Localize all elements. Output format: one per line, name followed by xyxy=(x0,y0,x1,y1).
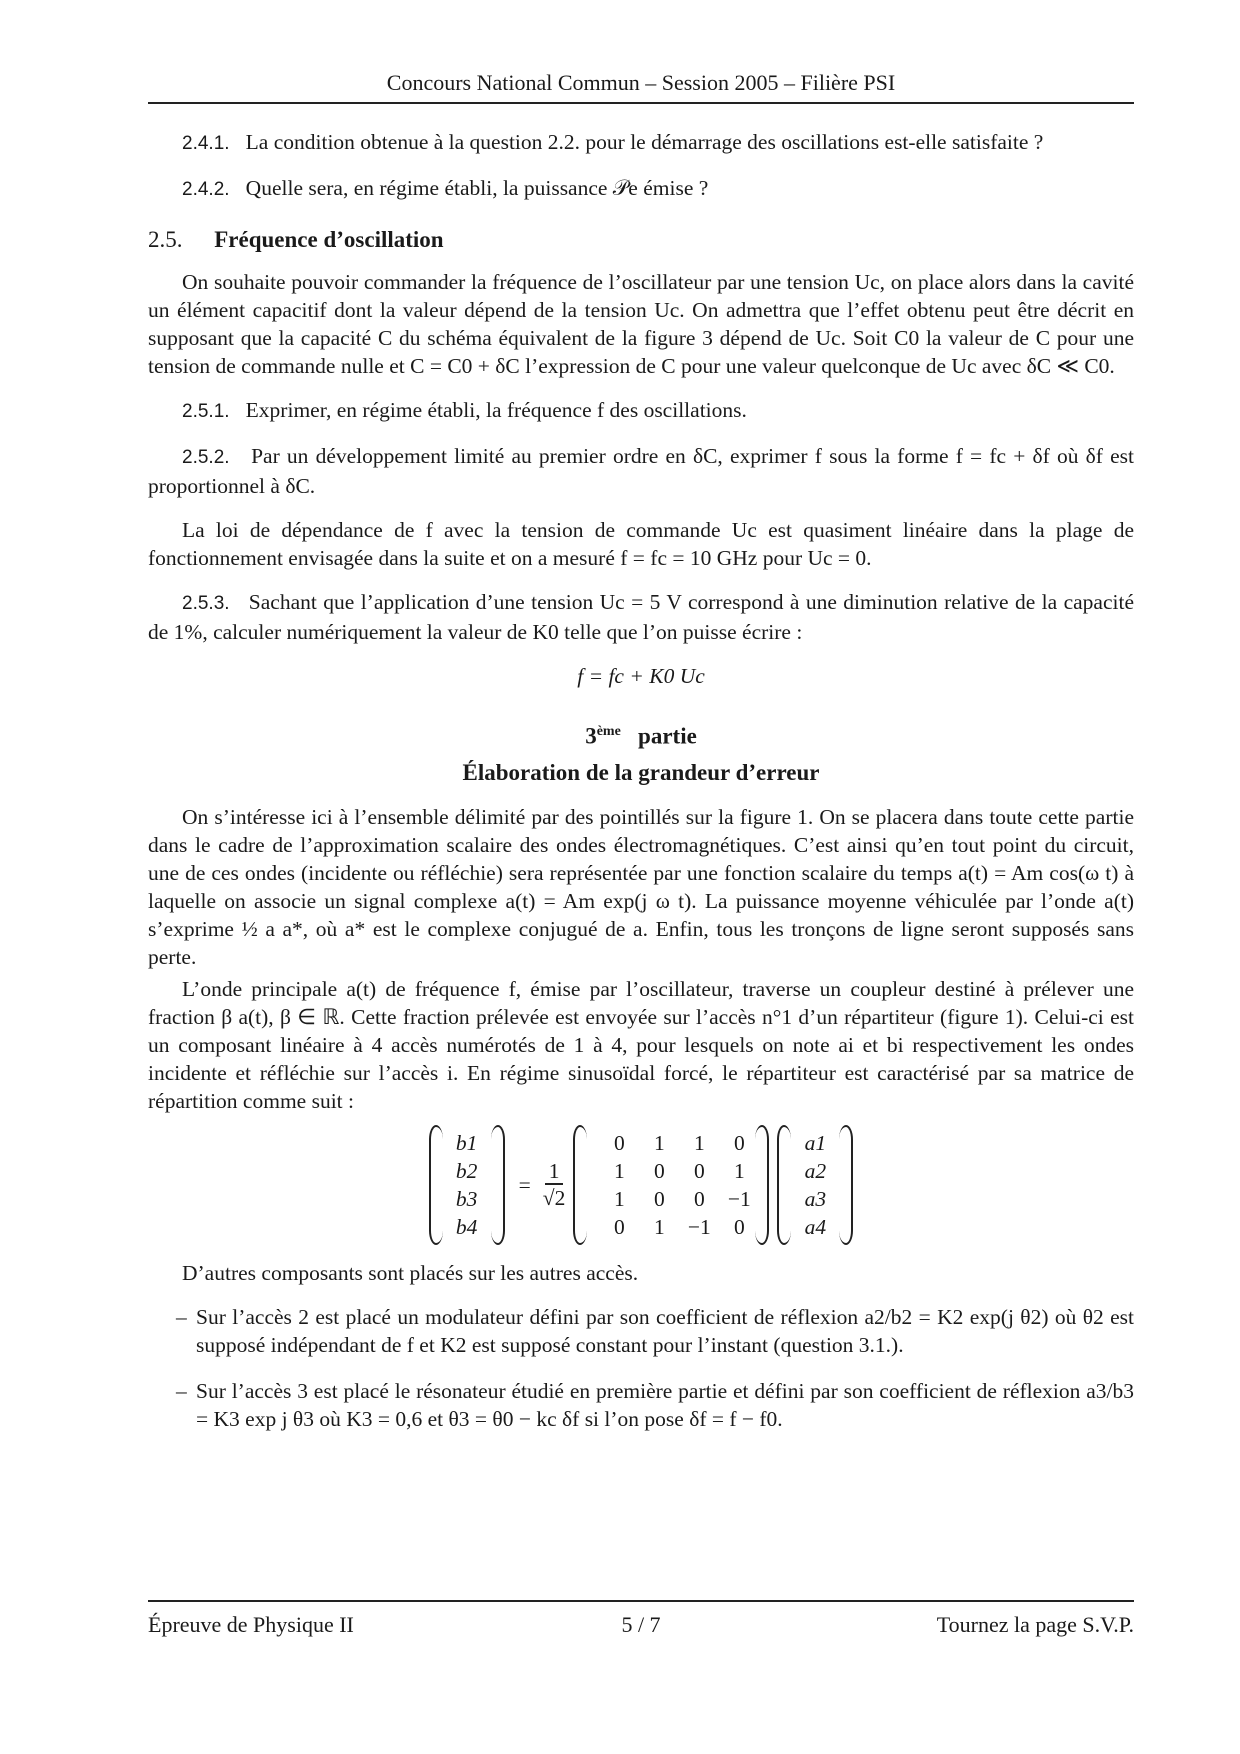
b-vector-entry: b2 xyxy=(455,1158,478,1183)
question-number: 2.5.3. xyxy=(182,593,230,614)
matrix-entry: 0 xyxy=(693,1158,705,1183)
question-number: 2.5.1. xyxy=(182,401,230,422)
a-vector-entry: a4 xyxy=(804,1214,827,1239)
question-2-5-3 xyxy=(148,588,1134,646)
matrix-entry: 1 xyxy=(653,1130,665,1155)
question-text: Sachant que l’application d’une tension Uc = 5 V correspond à une diminution relative de la capacité de 1%, calculer numériquement la valeur de K0 telle que l’on puisse écrire : xyxy=(148,590,1134,644)
page xyxy=(148,0,1134,1754)
part-title: Élaboration de la grandeur d’erreur xyxy=(462,759,820,785)
matrix-entry: 1 xyxy=(653,1214,665,1239)
paragraph-3a: On s’intéresse ici à l’ensemble délimité par des pointillés sur la figure 1. On se placera dans toute cette partie dans le cadre de l’approximation scalaire des ondes électromagnétiques. C’est ainsi qu’en tout point du circuit, une de ces ondes (incidente ou réfléchie) sera représentée par une fonction scalaire du temps a(t) = Am cos(ω t) à laquelle on associe un signal complexe a(t) = Am exp(j ω t). La puissance moyenne véhiculée par l’onde a(t) s’exprime ½ a a*, où a* est le complexe conjugué de a. Enfin, tous les tronçons de ligne seront supposés sans perte. xyxy=(148,804,1134,969)
b-vector xyxy=(429,1129,505,1241)
section-2-5-heading xyxy=(148,226,1134,254)
footer-left: Épreuve de Physique II xyxy=(148,1612,354,1637)
footer-right: Tournez la page S.V.P. xyxy=(936,1612,1134,1637)
question-number: 2.4.2. xyxy=(182,179,230,200)
matrix-entry: 1 xyxy=(613,1186,625,1211)
b-vector-entry: b4 xyxy=(455,1214,478,1239)
matrix-entry: 0 xyxy=(613,1214,625,1239)
coef-denominator: √2 xyxy=(542,1185,566,1210)
matrix-entry: −1 xyxy=(727,1186,751,1211)
question-text: Exprimer, en régime établi, la fréquence f des oscillations. xyxy=(245,398,747,422)
section-title: Fréquence d’oscillation xyxy=(214,227,444,252)
matrix-coefficient xyxy=(543,1159,566,1211)
list-item-acces-2: – Sur l’accès 2 est placé un modulateur défini par son coefficient de réflexion a2/b2 = K2 exp(j θ2) où θ2 est supposé indépendant de f et K2 est supposé constant pour l’instant (question 3.1.). xyxy=(148,1303,1134,1359)
matrix-entry: 1 xyxy=(613,1158,625,1183)
paragraph-loi: La loi de dépendance de f avec la tension de commande Uc est quasiment linéaire dans la plage de fonctionnement envisagée dans la suite et on a mesuré f = fc = 10 GHz pour Uc = 0. xyxy=(148,518,1134,570)
question-text: Par un développement limité au premier ordre en δC, exprimer f sous la forme f = fc + δf où δf est proportionnel à δC. xyxy=(148,444,1134,498)
matrix-entry: 1 xyxy=(733,1158,745,1183)
matrix-entry: 0 xyxy=(733,1214,745,1239)
question-number: 2.4.1. xyxy=(182,133,230,154)
matrix-equation: b1 b2 b3 b4 = $\frac{1}{√2}$ 0 1 1 0 1 0 0 1 1 0 0 −1 0 1 −1 0 a1 a2 a3 a4 xyxy=(148,1129,1134,1241)
list-item-acces-3: – Sur l’accès 3 est placé le résonateur étudié en première partie et défini par son coefficient de réflexion a3/b3 = K3 exp j θ3 où K3 = 0,6 et θ3 = θ0 − kc δf si l’on pose δf = f − f0. xyxy=(148,1377,1134,1433)
b-vector-entry: b3 xyxy=(455,1186,478,1211)
content xyxy=(148,128,1134,1451)
question-text: Quelle sera, en régime établi, la puissance 𝒫e émise ? xyxy=(245,176,709,200)
page-footer xyxy=(148,1600,1134,1644)
a-vector-entry: a1 xyxy=(804,1130,827,1155)
matrix-entry: 0 xyxy=(733,1130,745,1155)
matrix-entry: 0 xyxy=(613,1130,625,1155)
section-number: 2.5. xyxy=(148,227,183,252)
paragraph-3b: L’onde principale a(t) de fréquence f, émise par l’oscillateur, traverse un coupleur destiné à prélever une fraction β a(t), β ∈ ℝ. Cette fraction prélevée est envoyée sur l’accès n°1 d’un répartiteur (figure 1). Celui-ci est un composant linéaire à 4 accès numérotés de 1 à 4, pour lesquels on note ai et bi respectivement les ondes incidente et réfléchie sur l’accès i. En régime sinusoïdal forcé, le répartiteur est caractérisé par sa matrice de répartition comme suit : xyxy=(148,976,1134,1113)
repartition-matrix xyxy=(573,1129,769,1241)
page-header: Concours National Commun – Session 2005 – Filière PSI xyxy=(148,70,1134,104)
part-superscript: ème xyxy=(596,724,621,739)
matrix-entry: −1 xyxy=(687,1214,711,1239)
b-vector-entry: b1 xyxy=(455,1130,478,1155)
a-vector-entry: a3 xyxy=(804,1186,827,1211)
a-vector xyxy=(777,1129,853,1241)
component-list xyxy=(148,1303,1134,1433)
question-2-4-1 xyxy=(148,128,1134,158)
question-text: La condition obtenue à la question 2.2. pour le démarrage des oscillations est-elle satisfaite ? xyxy=(245,130,1044,154)
question-number: 2.5.2. xyxy=(182,447,230,468)
part-number-heading xyxy=(148,718,1134,751)
paragraph-2-5: On souhaite pouvoir commander la fréquence de l’oscillateur par une tension Uc, on place alors dans la cavité un élément capacitif dont la valeur dépend de la tension Uc. On admettra que l’effet obtenu peut être décrit en supposant que la capacité C du schéma équivalent de la figure 3 dépend de Uc. Soit C0 la valeur de C pour une tension de commande nulle et C = C0 + δC l’expression de C pour une valeur quelconque de Uc avec δC ≪ C0. xyxy=(148,270,1134,378)
paragraph-autres: D’autres composants sont placés sur les autres accès. xyxy=(182,1260,639,1285)
matrix-entry: 0 xyxy=(653,1186,665,1211)
a-vector-entry: a2 xyxy=(804,1158,827,1183)
coef-numerator: 1 xyxy=(545,1159,564,1185)
question-2-4-2 xyxy=(148,174,1134,204)
part-word: partie xyxy=(638,723,697,749)
matrix-entry: 0 xyxy=(653,1158,665,1183)
part-number: 3 xyxy=(585,723,597,749)
matrix-entry: 1 xyxy=(693,1130,705,1155)
question-2-5-2 xyxy=(148,442,1134,500)
question-2-5-1 xyxy=(148,396,1134,426)
footer-page-number: 5 / 7 xyxy=(621,1612,661,1637)
matrix-entry: 0 xyxy=(693,1186,705,1211)
equation-f: f = fc + K0 Uc xyxy=(577,664,705,688)
